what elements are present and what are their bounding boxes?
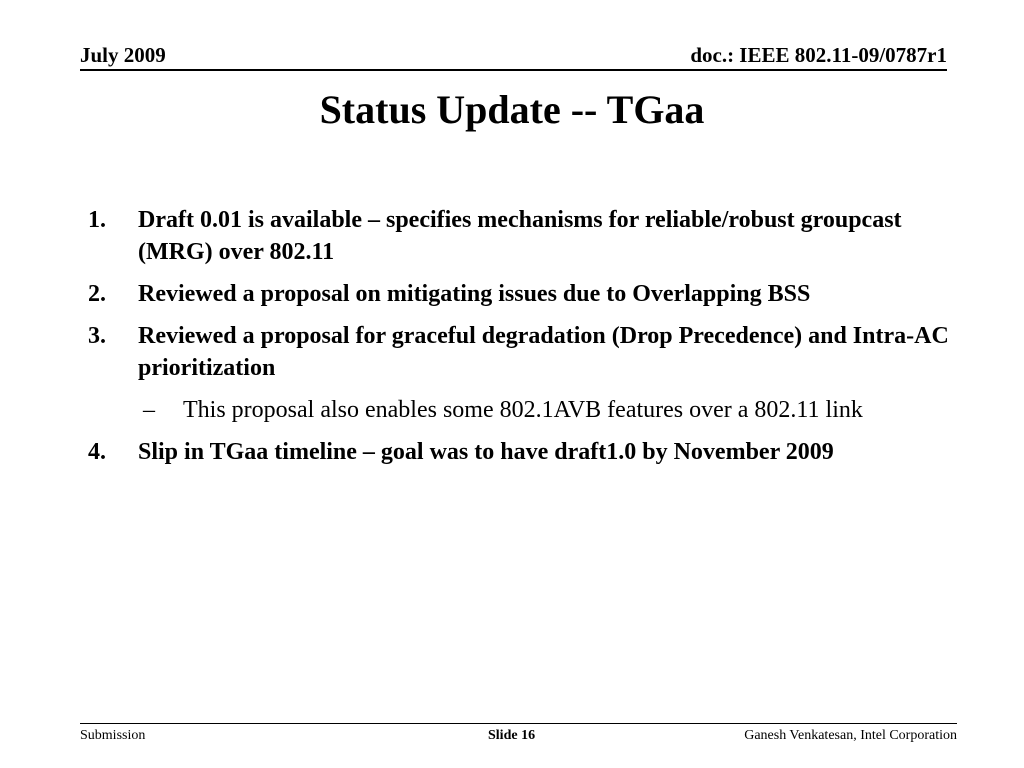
- slide-content: [88, 204, 958, 478]
- list-item-text: Slip in TGaa timeline – goal was to have draft1.0 by November 2009: [138, 439, 834, 465]
- dash-bullet: –: [143, 397, 155, 423]
- list-item-number: 1.: [88, 207, 106, 233]
- list-item-text: Reviewed a proposal for graceful degradation (Drop Precedence) and Intra-AC prioritization: [138, 323, 949, 381]
- list-item-number: 4.: [88, 439, 106, 465]
- header-document-id: doc.: IEEE 802.11-09/0787r1: [690, 43, 947, 67]
- list-subitem: [88, 394, 958, 426]
- footer-divider: [80, 723, 957, 724]
- list-item-2: [88, 278, 958, 310]
- footer-slide-number: Slide 16: [488, 728, 536, 743]
- list-item-text: Reviewed a proposal on mitigating issues due to Overlapping BSS: [138, 281, 811, 307]
- list-item-3: [88, 320, 958, 384]
- list-item-text: Draft 0.01 is available – specifies mechanisms for reliable/robust groupcast (MRG) over 802.11: [138, 207, 902, 265]
- list-item-number: 2.: [88, 281, 106, 307]
- slide-header: [80, 43, 947, 71]
- list-item-4: [88, 436, 958, 468]
- list-item-1: [88, 204, 958, 268]
- list-item-number: 3.: [88, 323, 106, 349]
- footer-submission: Submission: [80, 728, 146, 743]
- slide-title: Status Update -- TGaa: [319, 87, 705, 132]
- list-subitem-text: This proposal also enables some 802.1AVB features over a 802.11 link: [183, 397, 863, 423]
- header-date: July 2009: [80, 43, 166, 67]
- footer-author: Ganesh Venkatesan, Intel Corporation: [744, 728, 957, 743]
